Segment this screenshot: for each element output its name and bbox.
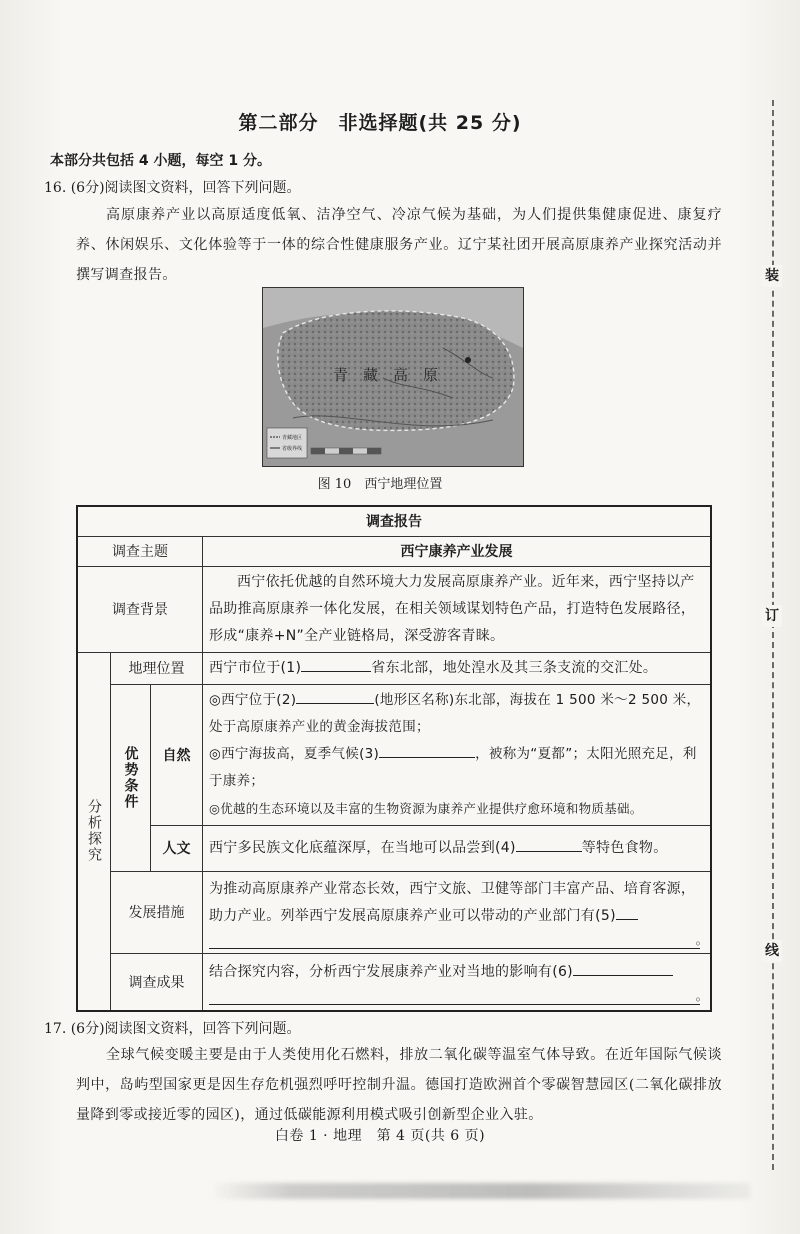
page-footer: 白卷 1 · 地理 第 4 页(共 6 页)	[274, 1128, 486, 1144]
topic-label: 调查主题	[77, 536, 203, 566]
nature-label: 自然	[151, 684, 203, 825]
human-cell	[203, 825, 712, 871]
nature-1-post: (地形区名称)东北部，海拔在 1 500 米～2 500 米，处于高原康养产业的黄金海拔范围；	[209, 691, 701, 735]
question-17-paragraph: 全球气候变暖主要是由于人类使用化石燃料，排放二氧化碳等温室气体导致。在近年国际气候谈判中，岛屿型国家更是因生存危机强烈呼吁控制升温。德国打造欧洲首个零碳智慧园区(二氧化碳排放量降到零或接近零的园区)，通过低碳能源利用模式吸引创新型企业入驻。	[76, 1047, 722, 1123]
answer-blank-3[interactable]	[379, 743, 475, 758]
analysis-label-cell	[77, 652, 111, 1011]
binding-dashed-line	[772, 100, 774, 1170]
answer-blank-1[interactable]	[301, 657, 371, 672]
legend-item-region: 青藏地区	[282, 435, 303, 441]
section-intro: 本部分共包括 4 小题，每空 1 分。	[50, 153, 271, 169]
binding-char-ding: 订	[762, 605, 782, 627]
section-title: 第二部分 非选择题(共 25 分)	[238, 112, 522, 134]
scan-smudge	[210, 1183, 750, 1199]
map-graphic	[263, 288, 523, 466]
report-title: 调查报告	[77, 506, 711, 536]
nature-2-pre: ◎西宁海拔高，夏季气候(3)	[209, 745, 380, 762]
answer-blank-5-start[interactable]	[616, 905, 638, 920]
answer-blank-6-start[interactable]	[573, 961, 673, 976]
binding-char-xian: 线	[762, 940, 782, 962]
nature-2-post: ，被称为“夏都”；太阳光照充足，利于康养；	[209, 745, 697, 789]
human-text-pre: 西宁多民族文化底蕴深厚，在当地可以品尝到(4)	[209, 839, 516, 856]
nature-1-pre: ◎西宁位于(2)	[209, 691, 297, 708]
question-17-head: 17. (6分)阅读图文资料，回答下列问题。	[44, 1021, 301, 1037]
answer-blank-5[interactable]: 。	[209, 930, 700, 949]
map-caption: 图 10 西宁地理位置	[317, 477, 443, 492]
geo-text-pre: 西宁市位于(1)	[209, 659, 302, 676]
xining-location-map	[262, 287, 524, 467]
nature-3: ◎优越的生态环境以及丰富的生物资源为康养产业提供疗愈环境和物质基础。	[209, 800, 643, 816]
geo-cell	[203, 652, 712, 684]
geo-text-post: 省东北部，地处湟水及其三条支流的交汇处。	[371, 659, 658, 676]
answer-blank-2[interactable]	[296, 689, 374, 704]
binding-margin	[762, 100, 782, 1170]
human-text-post: 等特色食物。	[581, 839, 668, 856]
answer-blank-4[interactable]	[516, 837, 582, 852]
geo-label: 地理位置	[111, 652, 203, 684]
binding-char-zhuang: 装	[762, 265, 782, 287]
background-text: 西宁依托优越的自然环境大力发展高原康养产业。近年来，西宁坚持以产品助推高原康养一体化发展，在相关领域谋划特色产品，打造特色发展路径，形成“康养+N”全产业链格局，深受游客青睐。	[203, 566, 712, 652]
answer-blank-6[interactable]: 。	[209, 986, 700, 1005]
svg-text:青 藏 高 原: 青 藏 高 原	[333, 366, 439, 384]
results-text: 结合探究内容，分析西宁发展康养产业对当地的影响有(6)	[209, 963, 573, 980]
results-label: 调查成果	[111, 953, 203, 1011]
advantage-label-cell	[111, 684, 151, 871]
measures-cell	[203, 871, 712, 953]
background-label: 调查背景	[77, 566, 203, 652]
legend-item-border: 省级界线	[282, 446, 303, 452]
survey-report-table	[76, 505, 712, 1012]
nature-cell	[203, 684, 712, 825]
human-label: 人文	[151, 825, 203, 871]
topic-value: 西宁康养产业发展	[203, 536, 712, 566]
question-16-paragraph: 高原康养产业以高原适度低氧、洁净空气、冷凉气候为基础，为人们提供集健康促进、康复疗养、休闲娱乐、文化体验等于一体的综合性健康服务产业。辽宁某社团开展高原康养产业探究活动并撰写调查报告。	[76, 207, 722, 283]
question-16-head: 16. (6分)阅读图文资料，回答下列问题。	[44, 180, 301, 196]
analysis-label: 分析探究	[86, 799, 102, 864]
measures-text: 为推动高原康养产业常态长效，西宁文旅、卫健等部门丰富产品、培育客源，助力产业。列举西宁发展高原康养产业可以带动的产业部门有(5)	[209, 880, 696, 924]
measures-label: 发展措施	[111, 871, 203, 953]
advantage-label: 优势条件	[122, 745, 139, 810]
results-cell	[203, 953, 712, 1011]
